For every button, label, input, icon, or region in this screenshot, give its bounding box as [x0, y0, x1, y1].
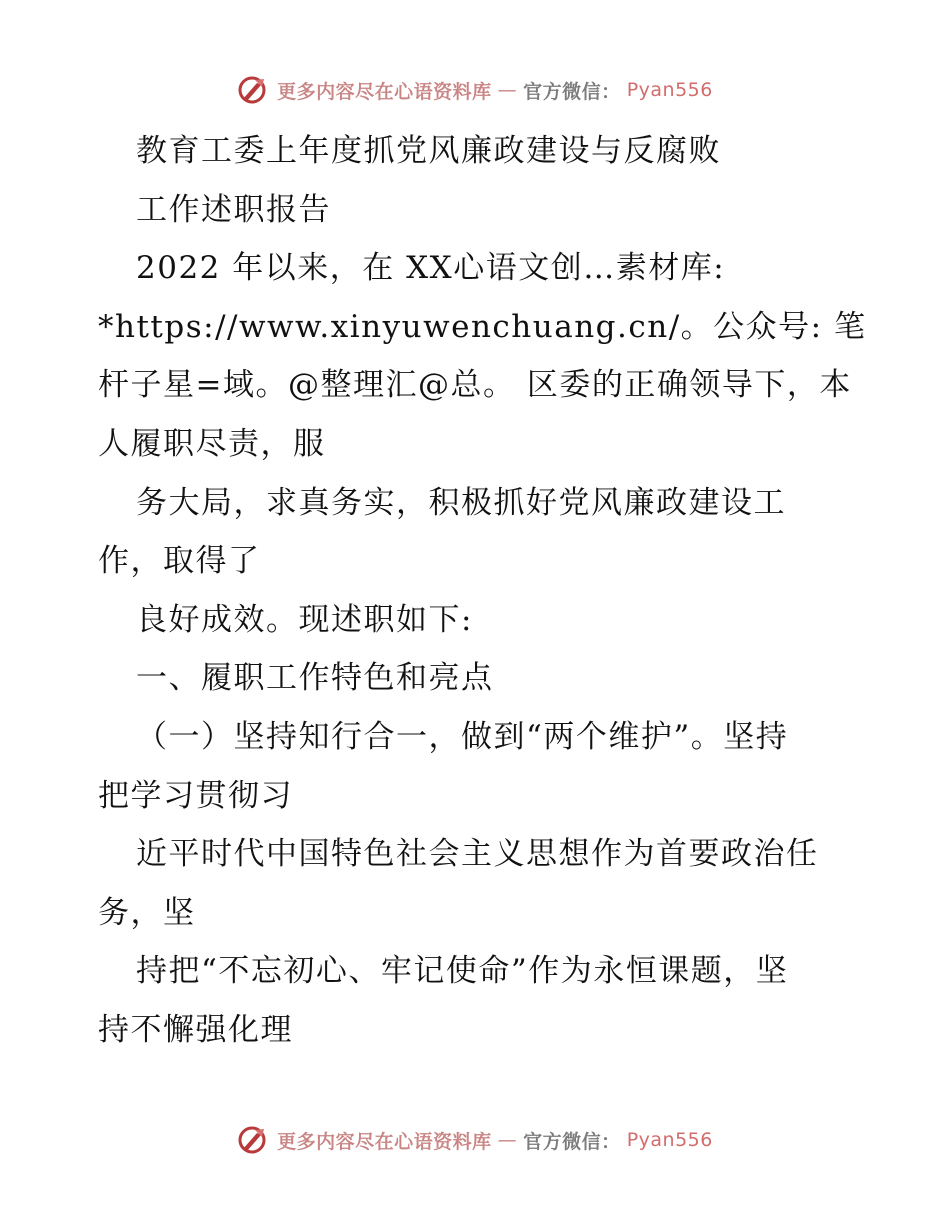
quill-pen-logo-icon [237, 75, 267, 105]
document-line: 持把“不忘初心、牢记使命”作为永恒课题，坚 [136, 953, 789, 990]
document-line: 2022 年以来，在 XX心语文创…素材库: [136, 250, 726, 287]
document-line: 作，取得了 [98, 543, 261, 580]
document-body [98, 122, 867, 1060]
header-wechat-label: 官方微信： [523, 80, 621, 103]
document-line: 工作述职报告 [136, 191, 331, 228]
footer-wechat-label: 官方微信： [523, 1130, 621, 1153]
document-line: 持不懈强化理 [98, 1011, 293, 1048]
header-wechat-id: Pyan556 [626, 79, 713, 101]
header-banner [0, 70, 950, 110]
document-line: 近平时代中国特色社会主义思想作为首要政治任 [136, 836, 819, 873]
footer-banner [0, 1120, 950, 1160]
header-main-text: 更多内容尽在心语资料库 [277, 80, 492, 103]
document-line: 务大局，求真务实，积极抓好党风廉政建设工 [136, 484, 786, 521]
document-line: 杆子星=域。@整理汇@总。 区委的正确领导下，本 [98, 367, 852, 404]
footer-dash: — [497, 1129, 518, 1151]
document-line: 一、履职工作特色和亮点 [136, 660, 494, 697]
document-line: 把学习贯彻习 [98, 777, 293, 814]
document-line: 务，坚 [98, 894, 196, 931]
document-line: *https://www.xinyuwenchuang.cn/。公众号: 笔 [98, 308, 867, 345]
document-line: （一）坚持知行合一，做到“两个维护”。坚持 [136, 718, 789, 755]
document-line: 人履职尽责，服 [98, 425, 326, 462]
document-line: 良好成效。现述职如下: [136, 601, 473, 638]
footer-main-text: 更多内容尽在心语资料库 [277, 1130, 492, 1153]
quill-pen-logo-icon [237, 1125, 267, 1155]
header-dash: — [497, 79, 518, 101]
footer-wechat-id: Pyan556 [626, 1129, 713, 1151]
document-line: 教育工委上年度抓党风廉政建设与反腐败 [136, 133, 721, 169]
